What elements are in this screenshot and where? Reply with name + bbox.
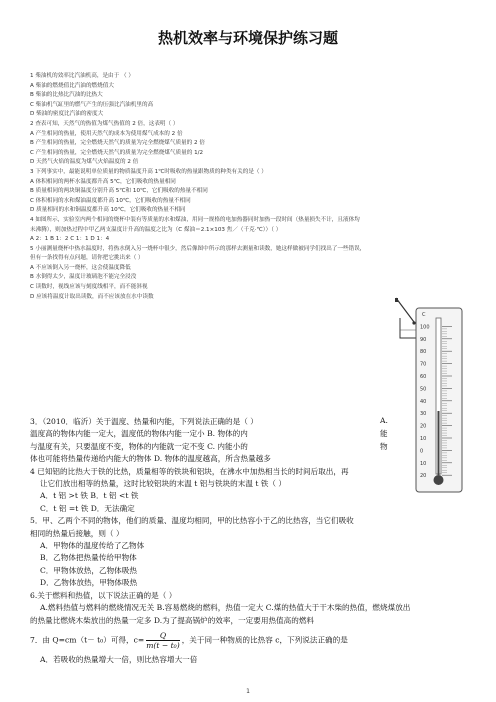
question-line: B 产生相同的热量，完全燃烧天然气的质量为完全燃烧煤气质量的 2 倍 [30,140,205,147]
question-line: 的热量比燃烧木柴放出的热量一定多 D.为了提高锅炉的效率，一定要用热值高的燃料 [30,615,315,625]
thermometer-tick-label: 70 [420,361,427,368]
thermometer-tick-label: 10 [420,460,427,467]
thermometer-tick-label: 30 [420,411,427,418]
question-line: 5 小丽测量烧杯中热水温度时，将热水倒入另一烧杯中很少，然后像图中所示的那样去测量和读数，她这样做被同学们找出了一些错误， [30,245,366,252]
question-7-line [30,631,472,650]
question-line: B．乙物体把热量传给甲物体 [40,553,137,563]
question-line: 但有一条找得有点问题，请你把它挑出来（ ） [30,255,144,262]
question-line: 1 柴油机的效率比汽油机高，是由于 （ ） [30,73,134,79]
fraction-denominator: m(t − t₀) [146,640,180,650]
thermometer-tick-label: 100 [420,324,430,331]
thermometer-tick-label: C [422,312,426,318]
question-line: 2 查表可知，天然气的热值为煤气热值的 2 倍，这表明（ ） [30,120,179,127]
question-line: 5．甲、乙两个不同的物体，他们的质量、温度均相同，甲的比热容小于乙的比热容，当它们吸收 [30,516,354,526]
question-line: 3 下列事实中，最能说明单位质量的物质温度升高 1℃时吸收的热量跟物质的种类有关的是（ ） [30,168,267,175]
question-line: B 质量相同的两块铜温度分别升高 5℃和 10℃，它们吸收的热量不相同 [30,188,208,195]
thermometer-tick-label: 0 [420,448,424,455]
question-line: 6.关于燃料和热值，以下说法正确的是（ ） [30,590,177,600]
fraction-numerator: Q [146,631,179,641]
question-line: 体也可能将热量传递给内能大的物体 D. 物体的温度越高，所含热量越多 [30,454,271,464]
page-number: 1 [246,688,250,695]
question-line: D 天然气火焰的温度为煤气火焰温度的 2 倍 [30,159,139,166]
thermometer-tick-label: 10 [420,436,427,442]
question-line: 与温度有关，只要温度不变，物体的内能就一定不变 C. 内能小的 [30,441,248,451]
question-line: A 不应该倒入另一烧杯，这会使温度降低 [30,264,131,271]
question-line: C．甲物体放热，乙物体吸热 [40,565,137,575]
question-line: B 柴油的比热比汽油的比热大 [30,92,103,99]
question-line: 4 已知铝的比热大于铁的比热，质量相等的铁块和铝块，在沸水中加热相当长的时间后取出，再 [30,466,349,476]
line-fragment: 物 [380,441,388,451]
question-line: C．t 铝 =t 铁 D．无法确定 [40,503,135,513]
question-line: C 读数时，视线应该与刻度线相平，而不能斜视 [30,284,148,291]
q7-suffix: ，关于同一种物质的比热容 c，下列说法正确的是 [181,635,348,645]
thermometer-tick-label: 80 [420,349,427,356]
thermometer-tick-label: 20 [420,473,427,480]
question-line: A 2：1 B 1：2 C 1：1 D 1：4 [30,236,110,243]
question-line: 让它们放出相等的热量，这时比较铝块的末温 t 铝与铁块的末温 t 铁（ ） [40,479,286,489]
question-line: A．若吸收的热量增大一倍，则比热容增大一倍 [40,654,198,664]
thermometer-tick-label: 60 [420,374,427,380]
question-line: A 产生相同的热量，使用天然气的成本为使用煤气成本的 2 倍 [30,130,183,137]
question-line: A 体积相同的两杯水温度都升高 5℃，它们吸收的热量相同 [30,178,176,185]
question-line: C 柴油机气缸里的燃气产生的压强比汽油机里的高 [30,101,154,108]
question-line: D 应该将温度计取出读数，而不应该放在水中读数 [30,293,154,300]
thermometer-tick-label: 20 [420,423,427,430]
question-line: C 体积相同的水和煤油温度都升高 10℃，它们吸收的热量不相同 [30,197,191,204]
question-line: A．t 铝 >t 铁 B．t 铝 <t 铁 [40,491,139,501]
question-line: A 柴油的燃烧值比汽油的燃烧值大 [30,82,114,89]
page-title: 热机效率与环境保护练习题 [157,29,338,47]
line-fragment: A. [380,416,388,425]
thermometer-tick-label: 50 [420,386,427,393]
question-line: D 质量相同的水和铜温度都升高 10℃，它们吸收的热量不相同 [30,207,186,214]
question-line: 4 如图所示，实验室内两个相同的烧杯中装有等质量的水和煤油，用同一规格的电加热器同时加热一段时间（热量损失不计，且液体均 [30,216,360,223]
formula-fraction [146,631,179,650]
question-line: 3．（2010．临沂）关于温度、热量和内能，下列说法正确的是（ ） [30,417,258,426]
line-fragment: 能 [380,429,388,439]
question-line: 未沸腾），则加热过程中甲乙两支温度计升高的温度之比为（C 煤油＝2.1×103 焦／（千克·℃））（ ） [30,226,282,233]
q7-prefix: 7．由 Q=cm（t－ t₀）可得，c= [30,635,145,645]
question-line: A.燃料热值与燃料的燃烧情况无关 B.容易燃烧的燃料，热值一定大 C.煤的热值大于干木柴的热值，燃烧煤放出 [40,603,411,613]
question-line: B 水倒得太少，温度计玻璃泡不能完全浸没 [30,274,137,281]
question-line: A．甲物体的温度传给了乙物体 [40,541,145,551]
small-print-section [30,72,468,302]
question-line: 相同的热量后接触，则（ ） [30,528,124,538]
question-line: D 柴油的密度比汽油的密度大 [30,111,104,118]
thermometer-tick-label: 90 [420,336,427,343]
question-line: C 产生相同的热量，完全燃烧天然气的质量为完全燃烧煤气质量的 1/2 [30,149,204,156]
question-line: 温度高的物体内能一定大，温度低的物体内能一定小 B. 物体的内 [30,429,248,439]
question-line: D．乙物体放热，甲物体吸热 [40,578,138,588]
thermometer-tick-label: 40 [420,398,427,405]
main-questions-section [30,416,472,666]
